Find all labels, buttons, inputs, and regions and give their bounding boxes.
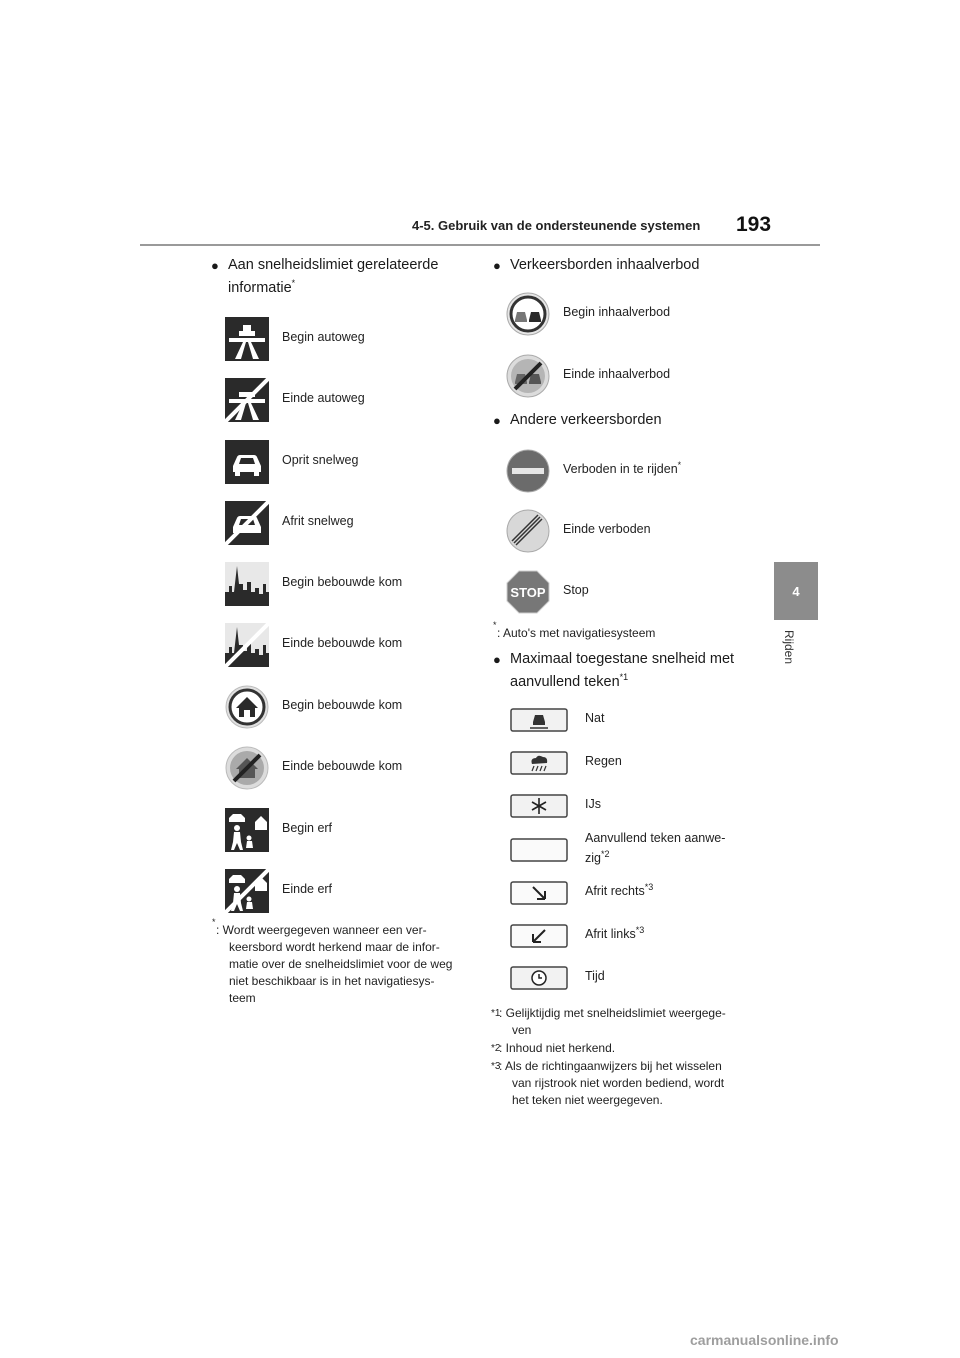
- built-up-begin-round-sign-icon: [225, 685, 269, 729]
- no-entry-sign-icon: [506, 449, 550, 493]
- footnote: * : Wordt weergegeven wanneer een ver- keersbord wordt herkend maar de infor- matie over de snelheidslimiet voor de weg niet beschikbaar is in het navigatiesys- teem: [212, 917, 453, 1005]
- footnote: *2 : Inhoud niet herkend.: [491, 1041, 616, 1055]
- bullet-icon: ●: [493, 413, 501, 428]
- sign-label: Begin inhaalverbod: [563, 305, 671, 319]
- sign-label: Begin bebouwde kom: [282, 575, 403, 589]
- motorway-end-sign-icon: [225, 378, 269, 422]
- sign-label: Einde erf: [282, 882, 333, 896]
- chapter-name: Rijden: [782, 630, 796, 665]
- plate-label: Afrit links$^{*3}$: [585, 924, 645, 941]
- footnote: *1 : Gelijktijdig met snelheidslimiet weergege- ven: [491, 1006, 726, 1037]
- plate-label: Tijd: [585, 969, 605, 983]
- clock-plate-icon: [510, 966, 568, 990]
- bullet-icon: ●: [493, 258, 501, 273]
- section-title: 4-5. Gebruik van de ondersteunende systemen: [412, 218, 701, 233]
- sign-label: Einde verboden: [563, 522, 651, 536]
- wet-road-plate-icon: [510, 708, 568, 732]
- built-up-end-round-sign-icon: [225, 746, 269, 790]
- sign-label: Einde bebouwde kom: [282, 759, 403, 773]
- end-of-restrictions-sign-icon: [506, 509, 550, 553]
- sign-label: Einde inhaalverbod: [563, 367, 671, 381]
- plate-label: Aanvullend teken aanwe- zig$^{*2}$: [585, 831, 726, 865]
- plate-label: IJs: [585, 797, 601, 811]
- expressway-exit-sign-icon: [225, 501, 269, 545]
- expressway-entrance-sign-icon: [225, 440, 269, 484]
- residential-end-sign-icon: [225, 869, 269, 913]
- residential-begin-sign-icon: [225, 808, 269, 852]
- sign-label: Begin erf: [282, 821, 333, 835]
- arrow-right-plate-icon: [510, 881, 568, 905]
- sign-label: Begin autoweg: [282, 330, 365, 344]
- blank-plate-icon: [510, 838, 568, 862]
- sign-label: Einde bebouwde kom: [282, 636, 403, 650]
- motorway-begin-sign-icon: [225, 317, 269, 361]
- plate-label: Afrit rechts$^{*3}$: [585, 881, 654, 898]
- city-begin-sign-icon: [225, 562, 269, 606]
- chapter-number: 4: [792, 583, 800, 599]
- footnote: *3 : Als de richtingaanwijzers bij het wisselen van rijstrook niet worden bediend, wordt het teken niet weergegeven.: [491, 1059, 725, 1107]
- speed-supplementary-heading: ● Maximaal toegestane snelheid met aanvullend teken$^{*1}$: [510, 648, 770, 694]
- overtaking-heading: ● Verkeersborden inhaalverbod: [510, 254, 750, 277]
- speed-limit-info-heading: ● Aan snelheidslimiet gerelateerde informatie*: [228, 254, 468, 300]
- plate-label: Regen: [585, 754, 622, 768]
- sign-label: Einde autoweg: [282, 391, 365, 405]
- sign-label: Afrit snelweg: [282, 514, 354, 528]
- svg-text:STOP: STOP: [510, 585, 546, 600]
- sign-label: Begin bebouwde kom: [282, 698, 403, 712]
- stop-sign-icon: [506, 570, 550, 614]
- no-overtaking-end-sign-icon: [506, 354, 550, 398]
- chapter-tab[interactable]: [774, 562, 818, 620]
- rain-plate-icon: [510, 751, 568, 775]
- snowflake-plate-icon: [510, 794, 568, 818]
- header-divider: [140, 244, 820, 246]
- bullet-icon: ●: [493, 652, 501, 667]
- sign-label: Stop: [563, 583, 589, 597]
- page-number: 193: [736, 213, 772, 236]
- bullet-icon: ●: [211, 258, 219, 273]
- plate-label: Nat: [585, 711, 605, 725]
- city-end-sign-icon: [225, 623, 269, 667]
- footnote: * : Auto's met navigatiesysteem: [493, 620, 656, 640]
- watermark: carmanualsonline.info: [690, 1332, 839, 1348]
- no-overtaking-begin-sign-icon: [506, 292, 550, 336]
- other-signs-heading: ● Andere verkeersborden: [510, 409, 750, 432]
- sign-label: Oprit snelweg: [282, 453, 359, 467]
- sign-label: Verboden in te rijden*: [563, 459, 682, 476]
- arrow-left-plate-icon: [510, 924, 568, 948]
